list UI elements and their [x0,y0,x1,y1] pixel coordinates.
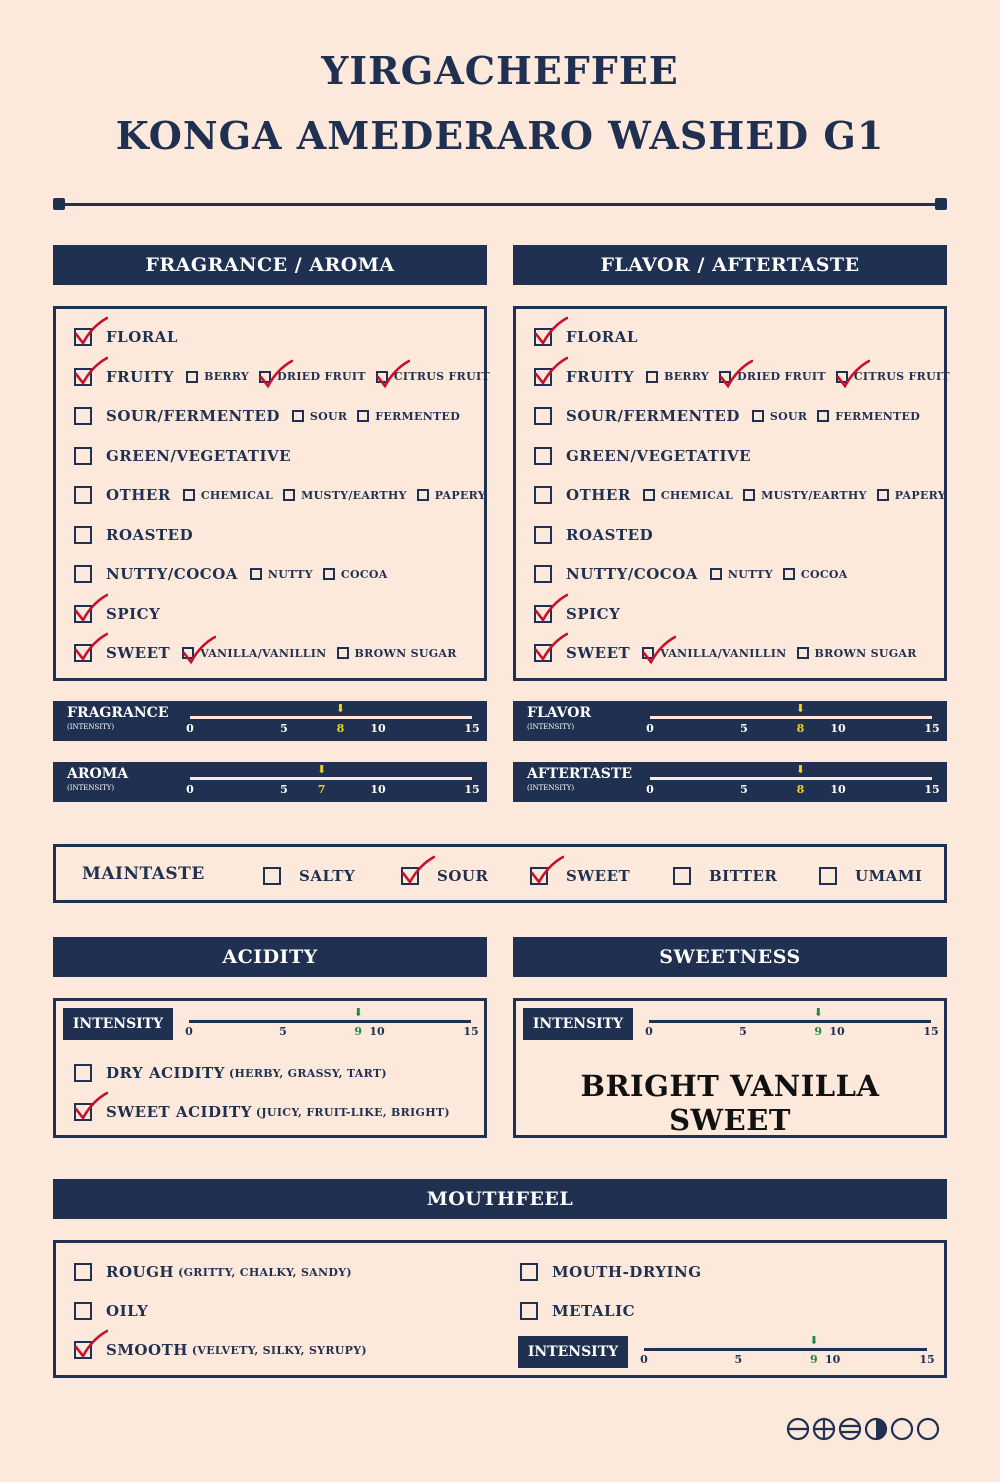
aroma-marker-arrow-icon: ⬇ [316,763,327,776]
scale-tick-label: 0 [640,1353,648,1366]
label-citrus-fruit: CITRUS FRUIT [393,370,490,383]
description-rough: (GRITTY, CHALKY, SANDY) [178,1265,352,1279]
acidity-marker-arrow-icon: ⬇ [353,1006,363,1019]
checkmark-icon [534,593,568,623]
checkbox-dry-acidity[interactable] [74,1064,92,1082]
checkmark-icon [719,359,753,389]
label-oily: OILY [106,1302,149,1320]
scale-tick-label: 10 [830,783,846,796]
checkbox-sour[interactable] [401,867,419,885]
title-line-1: YIRGACHEFFEE [321,48,679,93]
label-fruity: FRUITY [566,367,635,386]
aftertaste-marker-arrow-icon: ⬇ [795,763,805,776]
checkbox-papery[interactable] [877,489,889,501]
checklist-row-spicy [534,602,632,626]
scale-tick-label: 0 [186,722,194,735]
description-smooth: (VELVETY, SILKY, SYRUPY) [191,1343,367,1357]
label-sweet: SWEET [566,644,631,662]
label-cocoa: COCOA [800,567,848,581]
label-roasted: ROASTED [566,525,654,544]
flavor-scale-track [650,716,932,719]
label-musty-earthy: MUSTY/EARTHY [761,488,867,502]
checklist-row-sour-fermented [534,404,930,428]
checklist-row-sweet [74,641,467,665]
checklist-row-spicy [74,602,172,626]
scale-tick-label: 5 [740,722,748,735]
label-sour: SOUR [437,867,489,885]
scale-tick-label: 0 [645,1025,653,1038]
label-salty: SALTY [299,867,356,885]
scale-tick-label: 5 [279,1025,287,1038]
flavor-scale-subtitle: (INTENSITY) [527,723,575,731]
scale-tick-label: 15 [464,722,480,735]
maintaste-item-salty [263,867,355,885]
scale-tick-label: 10 [830,722,846,735]
acidity-scale-track [189,1020,471,1023]
checkbox-sour[interactable] [752,410,764,422]
mouthfeel-box [53,1240,947,1378]
mouthfeel-row-smooth [74,1338,367,1362]
checkbox-other[interactable] [534,486,552,504]
sweetness-marker-arrow-icon: ⬇ [813,1006,823,1019]
acidity-value-label: 9 [354,1025,363,1038]
checkmark-icon [836,359,870,389]
label-chemical: CHEMICAL [200,488,274,502]
label-fermented: FERMENTED [375,409,461,423]
checkbox-citrus-fruit[interactable] [376,371,388,383]
label-sour: SOUR [769,409,808,423]
fragrance-intensity-scale [53,701,487,741]
scale-tick-label: 10 [370,783,386,796]
checkbox-floral[interactable] [534,328,552,346]
sweetness-description: BRIGHT VANILLA SWEET [580,1069,880,1137]
scale-tick-label: 15 [923,1025,939,1038]
label-papery: PAPERY [894,488,946,502]
checkbox-musty-earthy[interactable] [743,489,755,501]
checkmark-icon [534,316,568,346]
fragrance-scale-subtitle: (INTENSITY) [67,723,115,731]
fragrance-aroma-header: FRAGRANCE / AROMA [53,245,487,285]
checkmark-icon [530,855,564,885]
checkbox-chemical[interactable] [643,489,655,501]
sweetness-header: SWEETNESS [513,937,947,977]
checkbox-spicy[interactable] [74,605,92,623]
title-line-2: KONGA AMEDERARO WASHED G1 [115,113,885,158]
checkmark-icon [534,356,568,386]
checkmark-icon [74,316,108,346]
checkbox-floral[interactable] [74,328,92,346]
checkbox-fruity[interactable] [74,368,92,386]
checklist-row-sweet [534,641,927,665]
checkmark-icon [74,1329,108,1359]
label-sweet: SWEET [106,644,171,662]
label-sweet-acidity: SWEET ACIDITY [106,1103,252,1121]
fragrance-scale-track [190,716,472,719]
label-sour: SOUR [309,409,348,423]
fragrance-checklist [53,306,490,681]
sweetness-box [513,998,947,1138]
aroma-intensity-scale [53,762,487,802]
checkbox-dried-fruit[interactable] [259,371,271,383]
label-nutty: NUTTY [267,567,313,581]
flavor-scale-name: FLAVOR [527,705,592,721]
checklist-row-roasted [534,523,665,547]
flavor-intensity-scale [513,701,947,741]
maintaste-label: MAINTASTE [82,864,205,884]
checkbox-berry[interactable] [646,371,658,383]
scale-tick-label: 0 [186,783,194,796]
checkbox-sweet[interactable] [534,644,552,662]
scale-tick-label: 5 [734,1353,743,1366]
checkbox-smooth[interactable] [74,1341,92,1359]
scale-tick-label: 15 [464,783,480,796]
label-berry: BERRY [664,370,710,383]
mouthfeel-row-metalic [520,1299,635,1323]
label-fermented: FERMENTED [835,409,921,423]
checkbox-green-vegetative[interactable] [74,447,92,465]
checkmark-icon [376,359,410,389]
label-citrus-fruit: CITRUS FRUIT [853,370,950,383]
checklist-row-floral [534,325,650,349]
aftertaste-intensity-scale [513,762,947,802]
checkmark-icon [259,359,293,389]
label-umami: UMAMI [855,867,923,885]
maintaste-item-umami [819,867,922,885]
checkbox-salty[interactable] [263,867,281,885]
checkbox-brown-sugar[interactable] [797,647,809,659]
label-cocoa: COCOA [340,567,388,581]
checkbox-other[interactable] [74,486,92,504]
mouthfeel-scale-track [644,1348,927,1351]
checkbox-chemical[interactable] [183,489,195,501]
checkbox-rough[interactable] [74,1263,92,1281]
label-vanilla-vanillin: VANILLA/VANILLIN [660,646,787,660]
label-bitter: BITTER [709,867,778,885]
scale-tick-label: 10 [829,1025,845,1038]
scale-tick-label: 10 [369,1025,385,1038]
mouthfeel-row-rough [74,1260,352,1284]
acidity-header: ACIDITY [53,937,487,977]
aroma-scale-subtitle: (INTENSITY) [67,784,115,792]
label-other: OTHER [566,486,631,504]
checkbox-oily[interactable] [74,1302,92,1320]
checklist-row-nutty-cocoa [534,562,858,586]
aftertaste-scale-track [650,777,932,780]
label-floral: FLORAL [106,328,178,346]
scale-tick-label: 5 [740,783,748,796]
scale-tick-label: 10 [825,1353,841,1366]
scale-tick-label: 15 [919,1353,935,1366]
aroma-value-label: 7 [317,783,326,796]
checklist-row-sour-fermented [74,404,470,428]
label-vanilla-vanillin: VANILLA/VANILLIN [200,646,327,660]
checkbox-dried-fruit[interactable] [719,371,731,383]
mouthfeel-value-label: 9 [809,1353,818,1366]
checkbox-fermented[interactable] [817,410,829,422]
maintaste-item-sour [401,867,488,885]
checklist-row-other [74,483,496,507]
label-roasted: ROASTED [106,525,194,544]
label-mouth-drying: MOUTH-DRYING [552,1263,702,1281]
scale-tick-label: 0 [646,722,654,735]
checkbox-nutty-cocoa[interactable] [534,565,552,583]
checkbox-sweet-acidity[interactable] [74,1103,92,1121]
checkbox-sour-fermented[interactable] [534,407,552,425]
mouthfeel-intensity-label: INTENSITY [518,1336,628,1368]
checkbox-brown-sugar[interactable] [337,647,349,659]
checkbox-metalic[interactable] [520,1302,538,1320]
checkbox-spicy[interactable] [534,605,552,623]
description-sweet-acidity: (JUICY, FRUIT-LIKE, BRIGHT) [255,1105,450,1119]
label-green-vegetative: GREEN/VEGETATIVE [106,446,292,465]
label-sour-fermented: SOUR/FERMENTED [566,407,740,425]
scale-tick-label: 10 [370,722,386,735]
checkmark-icon [534,632,568,662]
checklist-row-roasted [74,523,205,547]
description-dry-acidity: (HERBY, GRASSY, TART) [228,1066,387,1080]
maintaste-item-sweet [530,867,630,885]
aroma-scale-track [190,777,472,780]
divider-line [58,203,942,206]
mouthfeel-row-mouth-drying [520,1260,702,1284]
label-other: OTHER [106,486,171,504]
scale-tick-label: 5 [280,783,288,796]
checkbox-roasted[interactable] [534,526,552,544]
acidity-row-dry-acidity [74,1061,387,1085]
checklist-row-fruity [74,365,500,389]
fragrance-marker-arrow-icon: ⬇ [335,702,345,715]
sweetness-scale-track [649,1020,931,1023]
checkbox-green-vegetative[interactable] [534,447,552,465]
label-musty-earthy: MUSTY/EARTHY [301,488,407,502]
acidity-intensity-label: INTENSITY [63,1008,173,1040]
label-spicy: SPICY [566,604,621,623]
checkbox-vanilla-vanillin[interactable] [642,647,654,659]
checkmark-icon [74,356,108,386]
label-nutty-cocoa: NUTTY/COCOA [106,565,238,583]
label-rough: ROUGH [106,1263,175,1281]
scale-tick-label: 5 [739,1025,747,1038]
divider-endcap [53,198,65,210]
checkbox-umami[interactable] [819,867,837,885]
checkbox-cocoa[interactable] [783,568,795,580]
label-spicy: SPICY [106,604,161,623]
sweetness-intensity-label: INTENSITY [523,1008,633,1040]
checklist-row-green-vegetative [534,444,763,468]
label-papery: PAPERY [434,488,486,502]
mouthfeel-header: MOUTHFEEL [53,1179,947,1219]
checkbox-fruity[interactable] [534,368,552,386]
checklist-row-nutty-cocoa [74,562,398,586]
acidity-box [53,998,487,1138]
mouthfeel-marker-arrow-icon: ⬇ [809,1334,819,1347]
flavor-aftertaste-header: FLAVOR / AFTERTASTE [513,245,947,285]
checkbox-musty-earthy[interactable] [283,489,295,501]
checkbox-nutty[interactable] [710,568,722,580]
checkbox-roasted[interactable] [74,526,92,544]
checkbox-vanilla-vanillin[interactable] [182,647,194,659]
aftertaste-scale-name: AFTERTASTE [527,766,632,782]
label-floral: FLORAL [566,328,638,346]
scale-tick-label: 5 [280,722,288,735]
label-dried-fruit: DRIED FRUIT [737,370,826,383]
aftertaste-scale-subtitle: (INTENSITY) [527,784,575,792]
label-brown-sugar: BROWN SUGAR [354,646,457,660]
label-dried-fruit: DRIED FRUIT [277,370,366,383]
checklist-row-other [534,483,956,507]
fragrance-scale-name: FRAGRANCE [67,705,169,721]
flavor-value-label: 8 [796,722,805,735]
label-sour-fermented: SOUR/FERMENTED [106,407,280,425]
checkbox-sour[interactable] [292,410,304,422]
checkmark-icon [182,635,216,665]
checkmark-icon [74,1091,108,1121]
checklist-row-floral [74,325,190,349]
label-brown-sugar: BROWN SUGAR [814,646,917,660]
checkbox-citrus-fruit[interactable] [836,371,848,383]
maintaste-box [53,844,947,903]
checkbox-mouth-drying[interactable] [520,1263,538,1281]
mouthfeel-row-oily [74,1299,148,1323]
scale-tick-label: 0 [185,1025,193,1038]
checkbox-sweet[interactable] [74,644,92,662]
checkmark-icon [74,632,108,662]
label-nutty: NUTTY [727,567,773,581]
scale-tick-label: 15 [463,1025,479,1038]
label-nutty-cocoa: NUTTY/COCOA [566,565,698,583]
checkbox-nutty[interactable] [250,568,262,580]
maintaste-item-bitter [673,867,777,885]
checkbox-cocoa[interactable] [323,568,335,580]
checkbox-fermented[interactable] [357,410,369,422]
checklist-row-fruity [534,365,960,389]
scale-tick-label: 0 [646,783,654,796]
checkmark-icon [642,635,676,665]
checkbox-papery[interactable] [417,489,429,501]
scale-tick-label: 15 [924,783,940,796]
sweetness-value-label: 9 [814,1025,823,1038]
checkbox-berry[interactable] [186,371,198,383]
flavor-marker-arrow-icon: ⬇ [795,702,805,715]
label-fruity: FRUITY [106,367,175,386]
label-berry: BERRY [204,370,250,383]
label-dry-acidity: DRY ACIDITY [106,1064,225,1082]
fragrance-value-label: 8 [336,722,345,735]
label-green-vegetative: GREEN/VEGETATIVE [566,446,752,465]
label-chemical: CHEMICAL [660,488,734,502]
checkbox-sour-fermented[interactable] [74,407,92,425]
checkbox-bitter[interactable] [673,867,691,885]
scale-tick-label: 15 [924,722,940,735]
aroma-scale-name: AROMA [67,766,129,782]
flavor-checklist [513,306,950,681]
checkbox-sweet[interactable] [530,867,548,885]
label-sweet: SWEET [566,867,631,885]
label-metalic: METALIC [552,1302,636,1320]
brand-logo [786,1416,950,1444]
checkmark-icon [74,593,108,623]
acidity-row-sweet-acidity [74,1100,450,1124]
checkbox-nutty-cocoa[interactable] [74,565,92,583]
aftertaste-value-label: 8 [796,783,805,796]
checkmark-icon [401,855,435,885]
checklist-row-green-vegetative [74,444,303,468]
divider-endcap [935,198,947,210]
label-smooth: SMOOTH [106,1341,188,1359]
